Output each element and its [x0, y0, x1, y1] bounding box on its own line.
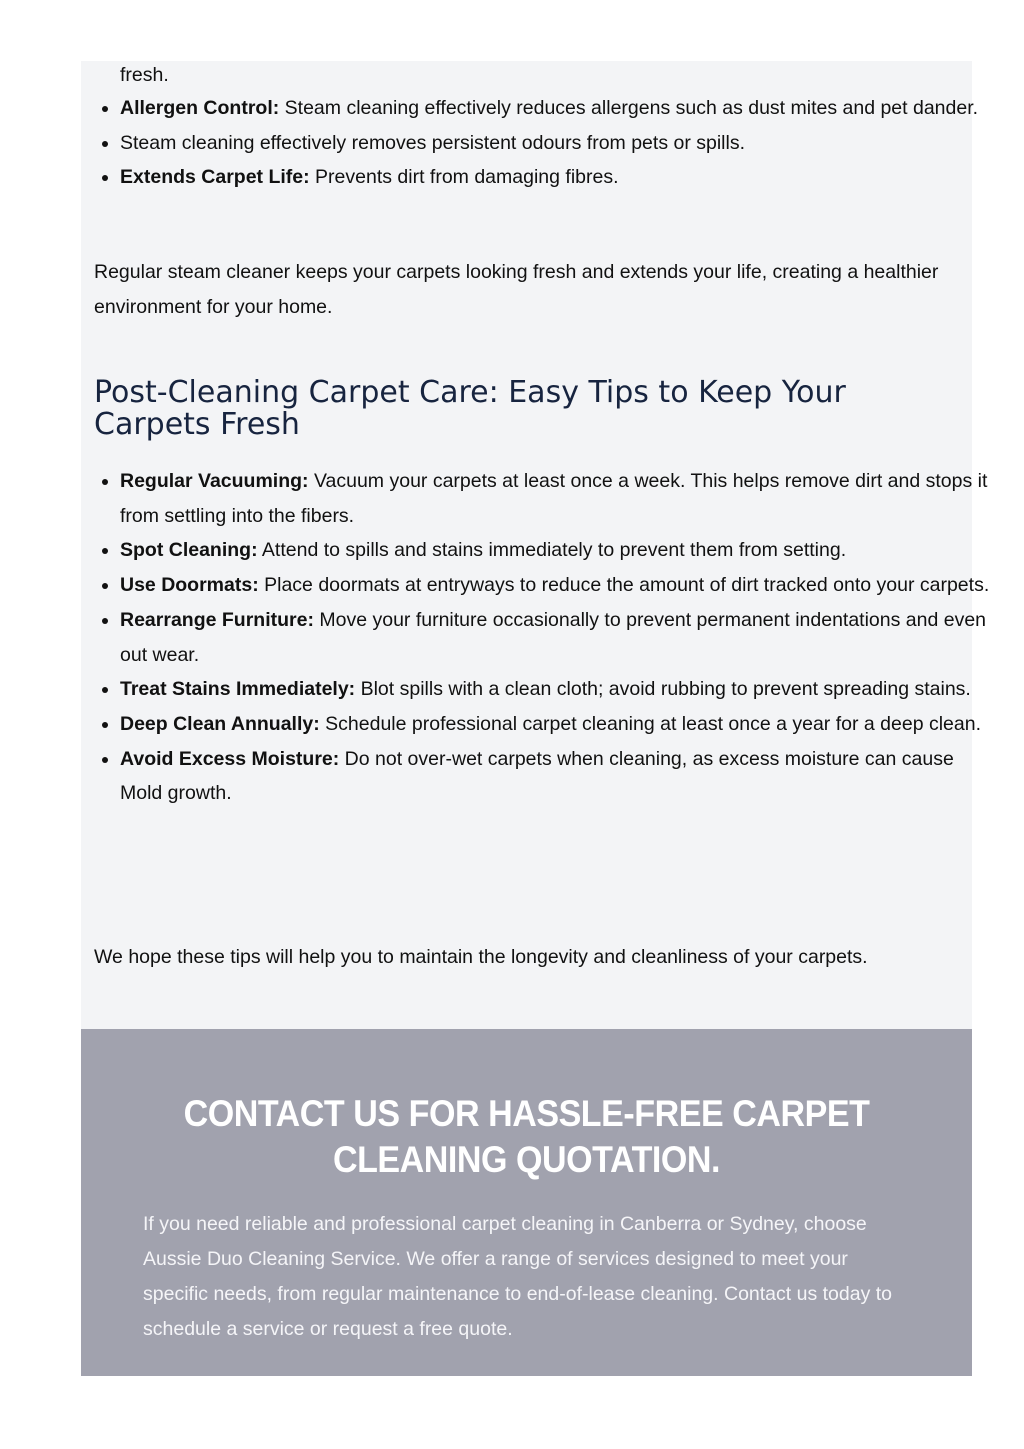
item-text: Prevents dirt from damaging fibres. [309, 166, 619, 189]
item-label: Use Doormats: [120, 574, 259, 597]
item-text: Place doormats at entryways to reduce the amount of dirt tracked onto your carpets. [258, 574, 990, 597]
item-label: Spot Cleaning: [120, 539, 258, 562]
benefits-list [94, 91, 992, 195]
item-label: Allergen Control: [120, 97, 280, 119]
item-text: Do not over-wet carpets when cleaning, as excess moisture can cause Mold growth. [120, 747, 954, 805]
care-closing: We hope these tips will help you to maintain the longevity and cleanliness of your carpets. [94, 946, 868, 968]
item-text: Attend to spills and stains immediately to prevent them from setting. [257, 539, 847, 562]
item-label: Avoid Excess Moisture: [120, 747, 340, 770]
item-text: Blot spills with a clean cloth; avoid rubbing to prevent spreading stains. [355, 678, 971, 701]
list-item [120, 603, 992, 672]
contact-heading: CONTACT US FOR HASSLE-FREE CARPET CLEANING QUOTATION. [183, 1093, 870, 1180]
item-text: Steam cleaning effectively removes persistent odours from pets or spills. [120, 131, 745, 154]
list-item [120, 126, 992, 161]
benefit-continuation: fresh. [120, 64, 169, 86]
list-item [120, 742, 992, 811]
list-item [120, 464, 992, 533]
list-item [120, 568, 992, 603]
contact-section [81, 1029, 972, 1376]
item-label: Deep Clean Annually: [120, 712, 320, 735]
item-text: Move your furniture occasionally to prevent permanent indentations and even out wear. [120, 608, 987, 666]
item-text: Vacuum your carpets at least once a week. This helps remove dirt and stops it from settling into the fibers. [120, 470, 988, 527]
section-heading: Post-Cleaning Carpet Care: Easy Tips to Keep Your Carpets Fresh [94, 375, 846, 442]
care-tips-list [94, 464, 992, 811]
item-text: Steam cleaning effectively reduces allergens such as dust mites and pet dander. [279, 97, 979, 119]
item-label: Extends Carpet Life: [120, 166, 310, 189]
list-item [120, 91, 992, 126]
item-label: Treat Stains Immediately: [120, 678, 356, 701]
item-label: Regular Vacuuming: [120, 470, 309, 492]
list-item [120, 672, 992, 707]
item-text: Schedule professional carpet cleaning at least once a year for a deep clean. [319, 712, 981, 735]
list-item [120, 160, 992, 195]
list-item [120, 707, 992, 742]
item-label: Rearrange Furniture: [120, 608, 314, 631]
list-item [120, 533, 992, 568]
contact-body: If you need reliable and professional carpet cleaning in Canberra or Sydney, choose Aussie Duo Cleaning Service. We offer a range of services designed to meet your specific needs, from regular maintenance to end-of-lease cleaning. Contact us today to schedule a service or request a free quote. [143, 1213, 893, 1340]
benefits-summary: Regular steam cleaner keeps your carpets looking fresh and extends your life, creating a healthier environment for your home. [94, 261, 939, 318]
